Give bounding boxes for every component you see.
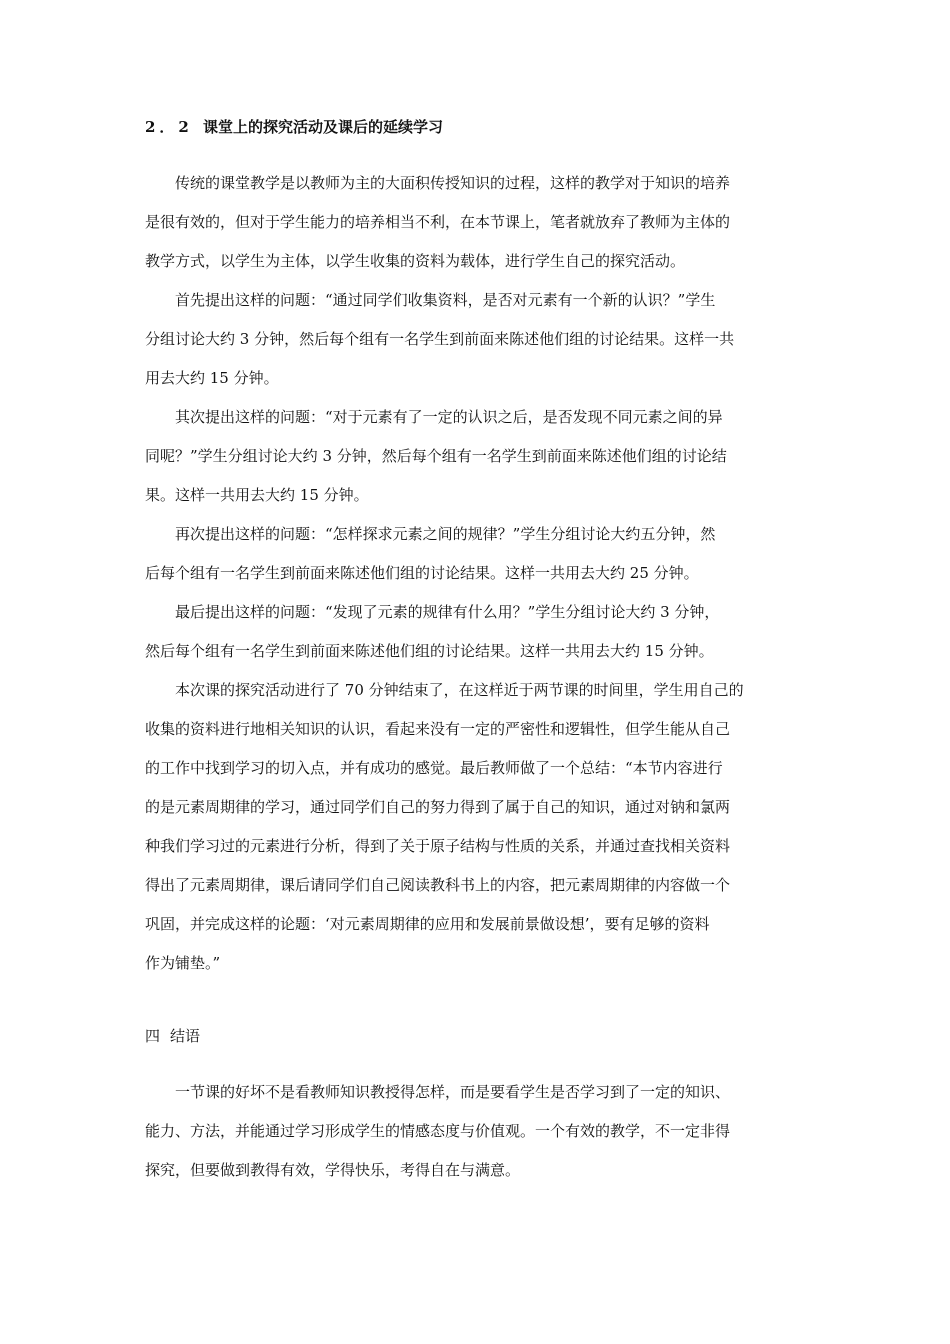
paragraph-line: 果。这样一共用去大约 15 分钟。 — [145, 486, 369, 504]
paragraph-line: 是很有效的，但对于学生能力的培养相当不利，在本节课上，笔者就放弃了教师为主体的 — [145, 213, 731, 231]
paragraph-line: 教学方式，以学生为主体，以学生收集的资料为载体，进行学生自己的探究活动。 — [145, 252, 686, 270]
conclusion-number: 四 — [145, 1027, 161, 1045]
paragraph-line: 的是元素周期律的学习，通过同学们自己的努力得到了属于自己的知识，通过对钠和氯两 — [145, 798, 731, 816]
paragraph-line: 种我们学习过的元素进行分析，得到了关于原子结构与性质的关系，并通过查找相关资料 — [145, 837, 731, 855]
paragraph-line: 收集的资料进行地相关知识的认识，看起来没有一定的严密性和逻辑性，但学生能从自己 — [145, 720, 731, 738]
paragraph-line: 探究，但要做到教得有效，学得快乐，考得自在与满意。 — [145, 1161, 521, 1179]
section-number: 2．2 — [145, 118, 193, 136]
paragraph-line: 本次课的探究活动进行了 70 分钟结束了，在这样近于两节课的时间里，学生用自己的 — [175, 681, 744, 699]
conclusion-title: 结语 — [170, 1027, 201, 1045]
paragraph-line: 能力、方法，并能通过学习形成学生的情感态度与价值观。一个有效的教学，不一定非得 — [145, 1122, 731, 1140]
paragraph-line: 传统的课堂教学是以教师为主的大面积传授知识的过程，这样的教学对于知识的培养 — [175, 174, 731, 192]
paragraph-line: 一节课的好坏不是看教师知识教授得怎样，而是要看学生是否学习到了一定的知识、 — [175, 1083, 731, 1101]
paragraph-line: 然后每个组有一名学生到前面来陈述他们组的讨论结果。这样一共用去大约 15 分钟。 — [145, 642, 714, 660]
conclusion-heading — [145, 1025, 200, 1047]
section-heading — [145, 116, 443, 138]
paragraph-line: 巩固，并完成这样的论题：‘对元素周期律的应用和发展前景做设想’，要有足够的资料 — [145, 915, 710, 933]
section-title: 课堂上的探究活动及课后的延续学习 — [203, 118, 444, 136]
paragraph-line: 最后提出这样的问题：“发现了元素的规律有什么用？”学生分组讨论大约 3 分钟， — [175, 603, 720, 621]
paragraph-line: 得出了元素周期律，课后请同学们自己阅读教科书上的内容，把元素周期律的内容做一个 — [145, 876, 731, 894]
paragraph-line: 用去大约 15 分钟。 — [145, 369, 279, 387]
paragraph-line: 再次提出这样的问题：“怎样探求元素之间的规律？”学生分组讨论大约五分钟，然 — [175, 525, 716, 543]
paragraph-line: 作为铺垫。” — [145, 954, 221, 972]
paragraph-line: 其次提出这样的问题：“对于元素有了一定的认识之后，是否发现不同元素之间的异 — [175, 408, 723, 426]
paragraph-line: 后每个组有一名学生到前面来陈述他们组的讨论结果。这样一共用去大约 25 分钟。 — [145, 564, 699, 582]
paragraph-line: 的工作中找到学习的切入点，并有成功的感觉。最后教师做了一个总结：“本节内容进行 — [145, 759, 723, 777]
paragraph-line: 首先提出这样的问题：“通过同学们收集资料，是否对元素有一个新的认识？”学生 — [175, 291, 716, 309]
paragraph-line: 分组讨论大约 3 分钟，然后每个组有一名学生到前面来陈述他们组的讨论结果。这样一共 — [145, 330, 735, 348]
paragraph-line: 同呢？”学生分组讨论大约 3 分钟，然后每个组有一名学生到前面来陈述他们组的讨论结 — [145, 447, 727, 465]
